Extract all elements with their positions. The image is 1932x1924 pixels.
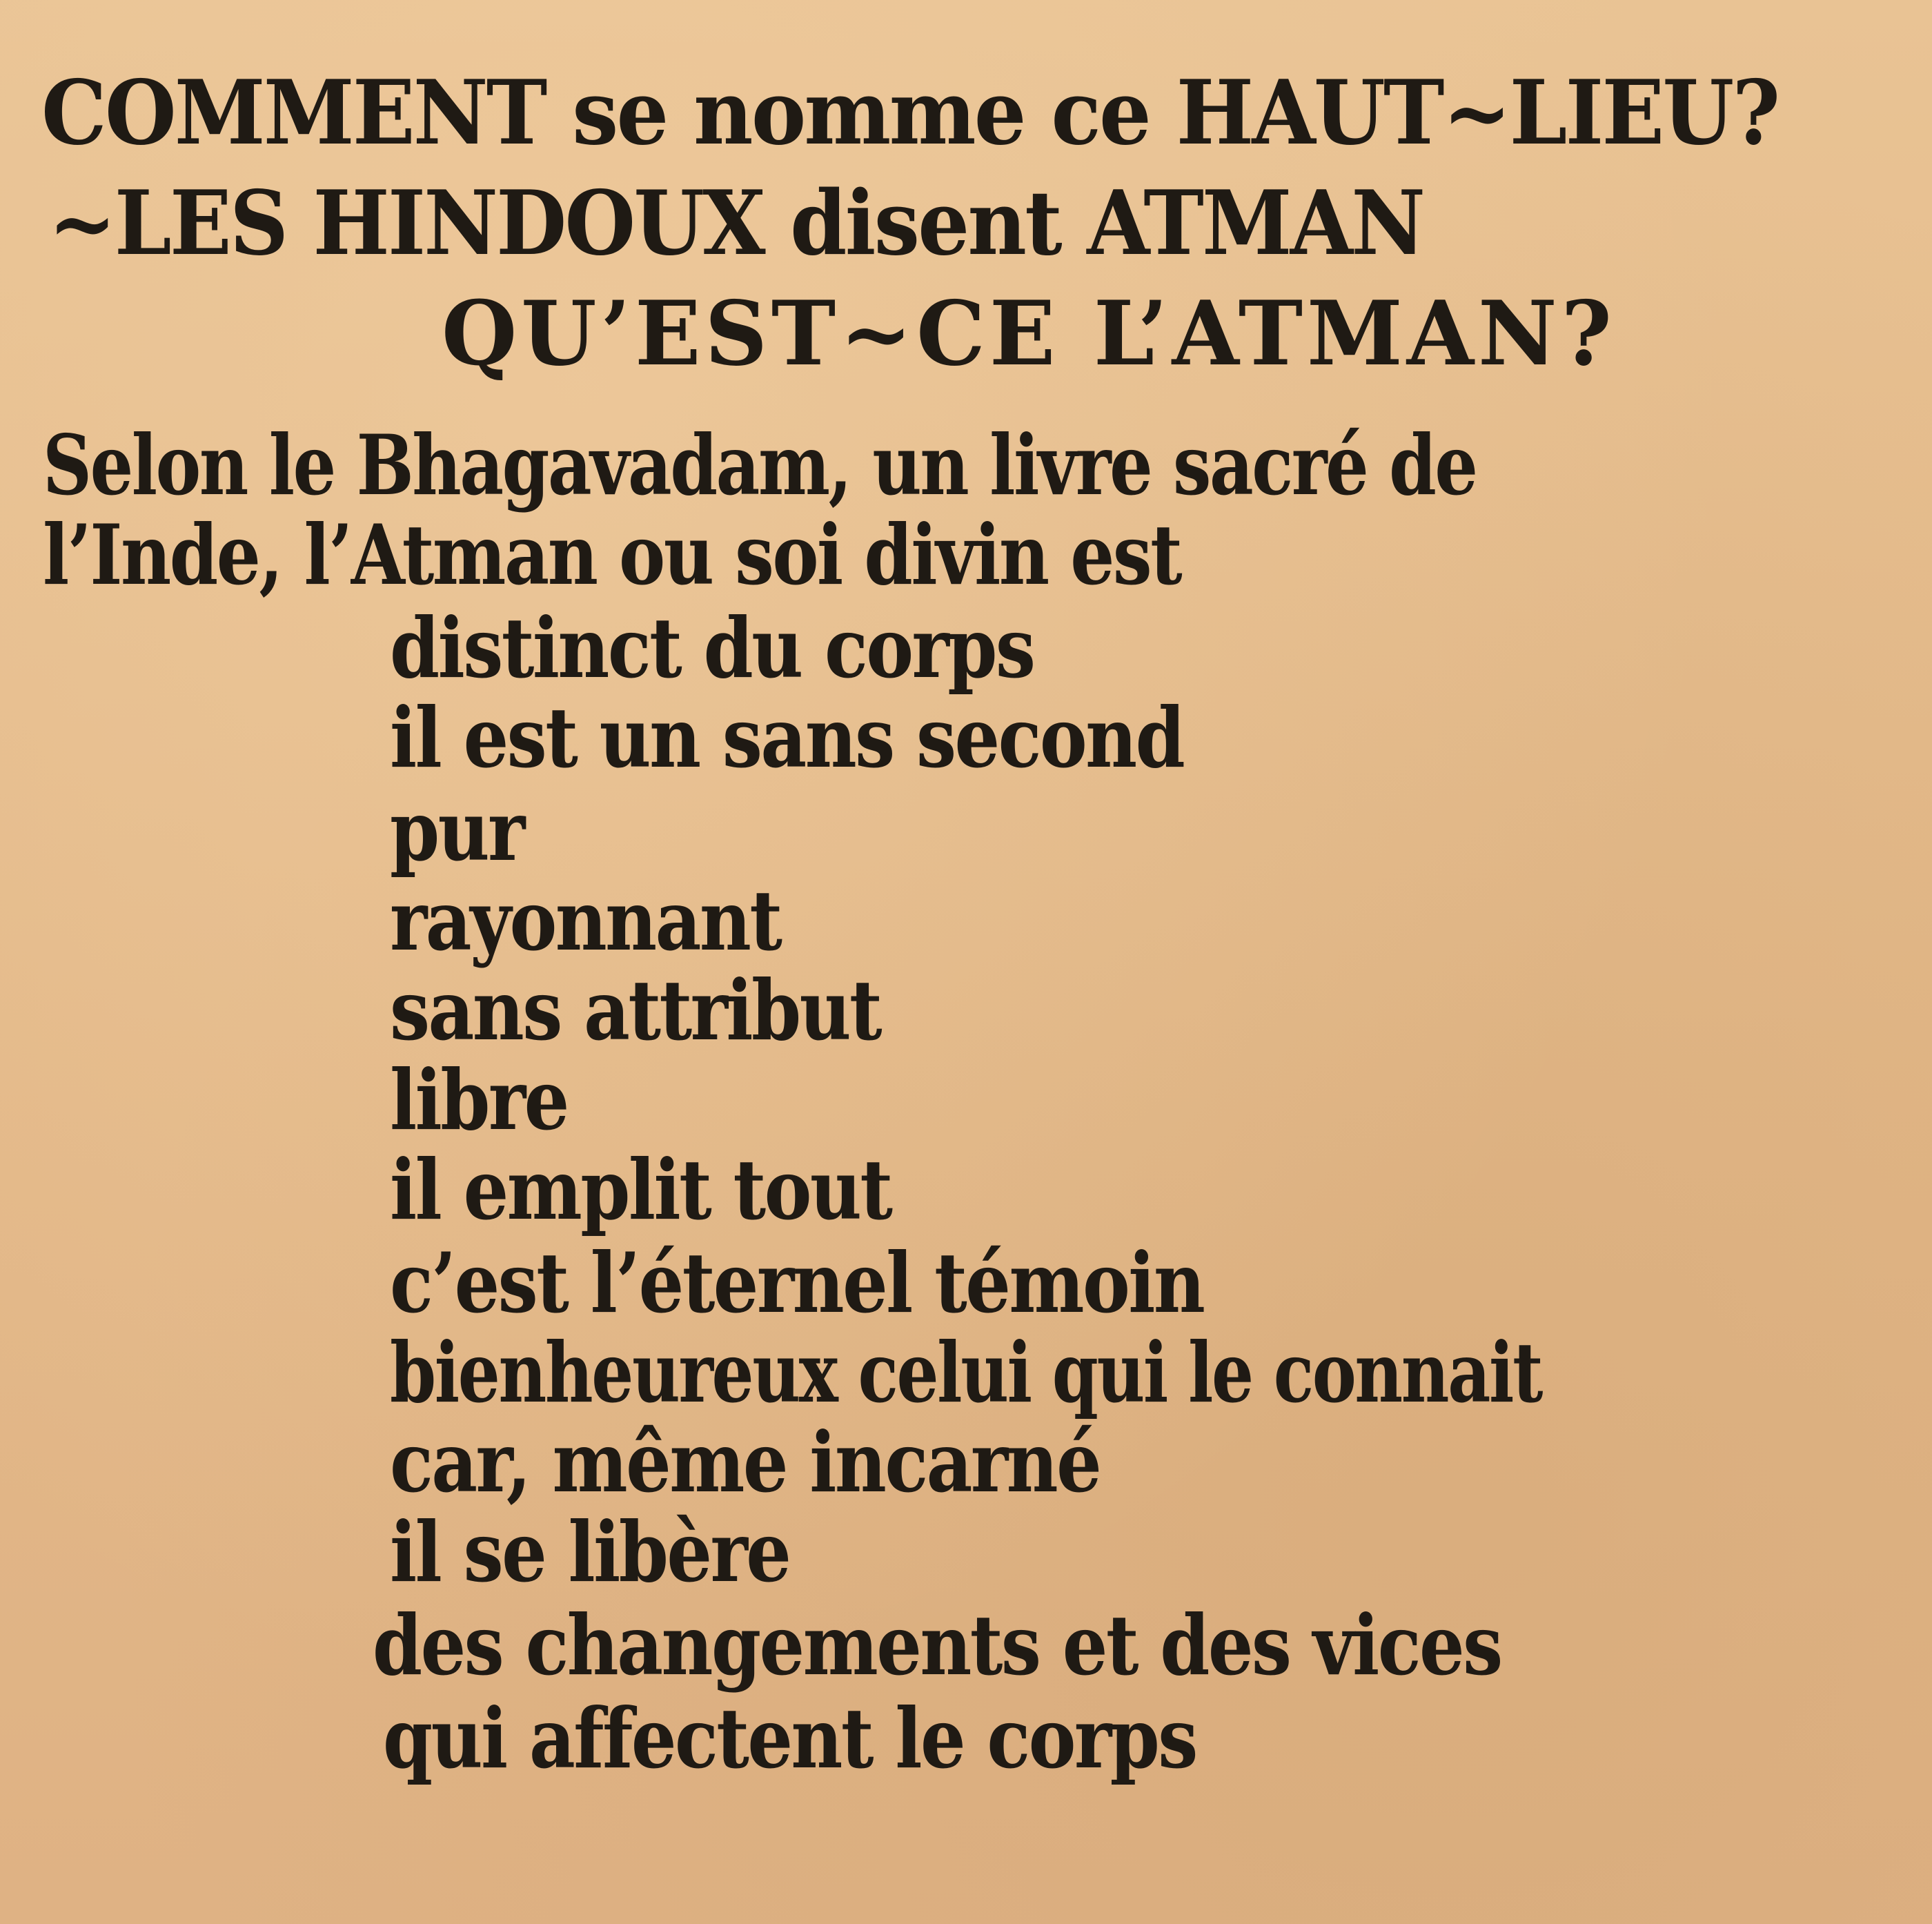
poem-line: il emplit tout [390, 1141, 891, 1239]
poem-line: c’est l’éternel témoin [390, 1235, 1204, 1332]
poem-line: l’Inde, l’Atman ou soi divin est [43, 507, 1181, 604]
poem-line: libre [390, 1052, 568, 1149]
heading-line-3: QU’EST~CE L’ATMAN? [442, 282, 1616, 386]
poem-line: Selon le Bhagavadam, un livre sacré de [43, 417, 1477, 514]
poem-line: bienheureux celui qui le connait [390, 1324, 1542, 1422]
poem-line: il se libère [390, 1504, 790, 1601]
poem-line: distinct du corps [390, 600, 1034, 697]
heading-line-2: ~LES HINDOUX disent ATMAN [48, 172, 1424, 275]
poem-line: des changements et des vices [373, 1597, 1501, 1694]
poem-line: il est un sans second [390, 689, 1184, 787]
heading-line-1: COMMENT se nomme ce HAUT~LIEU? [41, 61, 1779, 165]
poem-line: sans attribut [390, 962, 881, 1059]
poem-line: qui affectent le corps [383, 1690, 1196, 1787]
poem-line: car, même incarné [390, 1414, 1101, 1511]
poem-line: rayonnant [390, 872, 781, 970]
poem-line: pur [390, 783, 524, 880]
